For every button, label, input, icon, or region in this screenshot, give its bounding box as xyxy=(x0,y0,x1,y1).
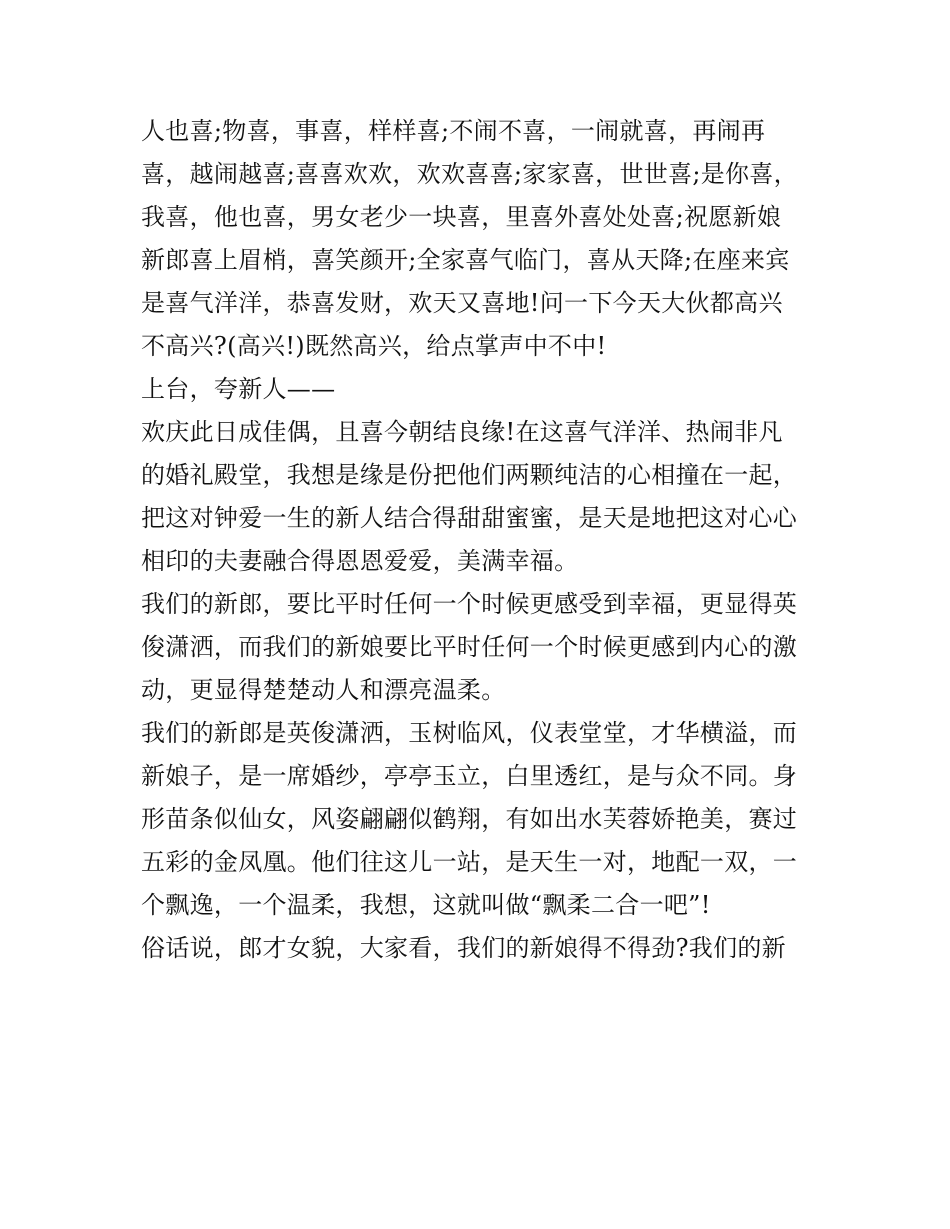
text-line: 五彩的金凤凰。他们往这儿一站，是天生一对，地配一双，一 xyxy=(141,848,798,876)
text-line: 新娘子，是一席婚纱，亭亭玉立，白里透红，是与众不同。身 xyxy=(141,762,798,790)
text-line: 动，更显得楚楚动人和漂亮温柔。 xyxy=(141,676,506,704)
text-line: 上台，夸新人—— xyxy=(141,375,336,403)
text-line: 是喜气洋洋，恭喜发财，欢天又喜地!问一下今天大伙都高兴 xyxy=(141,289,783,317)
document-body-text xyxy=(141,110,821,970)
text-line: 俗话说，郎才女貌，大家看，我们的新娘得不得劲?我们的新 xyxy=(141,934,786,962)
text-line: 新郎喜上眉梢，喜笑颜开;全家喜气临门，喜从天降;在座来宾 xyxy=(141,246,790,274)
text-line: 欢庆此日成佳偶，且喜今朝结良缘!在这喜气洋洋、热闹非凡 xyxy=(141,418,783,446)
text-line: 人也喜;物喜，事喜，样样喜;不闹不喜，一闹就喜，再闹再 xyxy=(141,117,766,145)
text-line: 相印的夫妻融合得恩恩爱爱，美满幸福。 xyxy=(141,547,579,575)
text-line: 不高兴?(高兴!)既然高兴，给点掌声中不中! xyxy=(141,332,607,360)
text-line: 我喜，他也喜，男女老少一块喜，里喜外喜处处喜;祝愿新娘 xyxy=(141,203,782,231)
text-line: 的婚礼殿堂，我想是缘是份把他们两颗纯洁的心相撞在一起， xyxy=(141,461,798,489)
text-line: 我们的新郎是英俊潇洒，玉树临风，仪表堂堂，才华横溢，而 xyxy=(141,719,798,747)
text-line: 把这对钟爱一生的新人结合得甜甜蜜蜜，是天是地把这对心心 xyxy=(141,504,798,532)
text-line: 形苗条似仙女，风姿翩翩似鹤翔，有如出水芙蓉娇艳美，赛过 xyxy=(141,805,798,833)
text-line: 喜，越闹越喜;喜喜欢欢，欢欢喜喜;家家喜，世世喜;是你喜， xyxy=(141,160,798,188)
text-line: 我们的新郎，要比平时任何一个时候更感受到幸福，更显得英 xyxy=(141,590,798,618)
text-line: 俊潇洒，而我们的新娘要比平时任何一个时候更感到内心的激 xyxy=(141,633,798,661)
text-line: 个飘逸，一个温柔，我想，这就叫做“飘柔二合一吧”! xyxy=(141,891,711,919)
